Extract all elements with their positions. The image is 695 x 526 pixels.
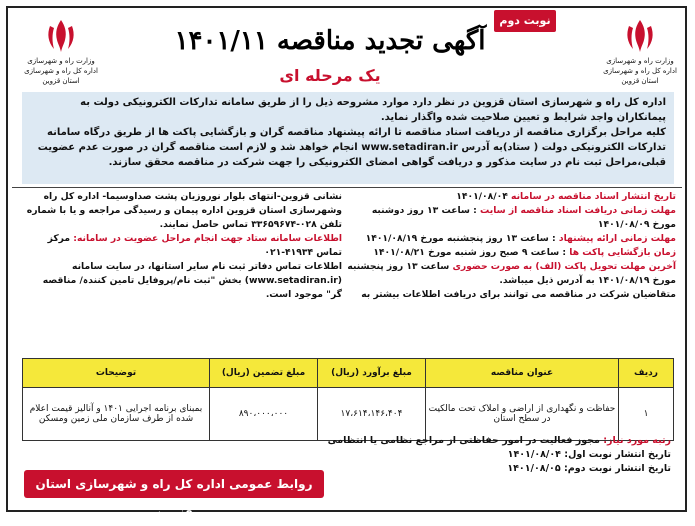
iran-emblem-icon bbox=[620, 16, 660, 56]
publish-label: تاریخ انتشار اسناد مناقصه در سامانه bbox=[511, 191, 676, 202]
submit-row bbox=[346, 232, 676, 246]
page-subtitle: یک مرحله ای bbox=[279, 66, 381, 85]
col-header-title: عنوان مناقصه bbox=[426, 359, 619, 388]
emblem-caption-1: وزارت راه و شهرسازی bbox=[27, 57, 95, 65]
emblem-right bbox=[595, 16, 685, 86]
opening-row bbox=[346, 246, 676, 260]
cell-row-no: ۱ bbox=[619, 388, 674, 441]
envelope-value: ساعت ۱۳ روز پنجشنبه مورخ ۱۴۰۱/۰۸/۱۹ به آدرس ذیل میباشد. bbox=[347, 261, 676, 286]
intro-box bbox=[22, 92, 674, 184]
submit-value: : ساعت ۱۳ روز پنجشنبه مورخ ۱۴۰۱/۰۸/۱۹ bbox=[365, 233, 556, 244]
download-row bbox=[346, 204, 676, 232]
emblem-left bbox=[16, 16, 106, 86]
intro-paragraph-2: کلیه مراحل برگزاری مناقصه از دریافت اسناد مناقصه تا ارائه پیشنهاد مناقصه گران و بازگشایی پاکت ها از طریق درگاه سامانه تدارکات الکترونیکی دولت ( ستاد)به آدرس www.setadiran.ir انجام خواهد شد و لازم است مناقصه گران در صورت عدم عضویت قبلی،مراحل ثبت نام در سایت مذکور و دریافت گواهی امضای الکترونیکی را جهت شرکت در مناقصه محقق سازند. bbox=[37, 127, 666, 168]
contact-column bbox=[24, 190, 342, 302]
rank-label: رتبه مورد نیاز: bbox=[603, 435, 671, 446]
page-title: آگهی تجدید مناقصه ۱۴۰۱/۱۱ bbox=[174, 26, 486, 56]
envelope-row bbox=[346, 260, 676, 288]
envelope-label: آخرین مهلت تحویل پاکت (الف) به صورت حضوری bbox=[452, 261, 676, 272]
cell-guarantee: ۸۹۰،۰۰۰،۰۰۰ bbox=[210, 388, 318, 441]
divider bbox=[12, 187, 682, 188]
footer-note bbox=[271, 434, 671, 476]
seta-center: مرکز تماس ۴۱۹۳۴-۰۲۱ bbox=[47, 233, 342, 258]
submit-label: مهلت زمانی ارائه پیشنهاد bbox=[558, 233, 676, 244]
iran-emblem-icon bbox=[41, 16, 81, 56]
seta-more: اطلاعات تماس دفاتر ثبت نام سایر استانها، در سایت سامانه (www.setadiran.ir) بخش "ثبت نام/پروفایل تامین کنندہ/ مناقصه گر" موجود است. bbox=[42, 261, 342, 300]
rank-row bbox=[271, 434, 671, 448]
col-header-row-no: ردیف bbox=[619, 359, 674, 388]
rank-value: مجوز فعالیت در امور حفاظتی از مراجع نظامی یا انتظامی bbox=[327, 435, 600, 446]
table-header-row bbox=[23, 359, 674, 388]
emblem-caption-1: وزارت راه و شهرسازی bbox=[606, 57, 674, 65]
opening-label: زمان بازگشایی پاکت ها bbox=[569, 247, 676, 258]
col-header-estimate: مبلغ برآورد (ریال) bbox=[318, 359, 426, 388]
intro-paragraph-1: اداره کل راه و شهرسازی استان قزوین در نظر دارد موارد مشروحه ذیل را از طریق سامانه تدارکات الکترونیکی دولت به پیمانکاران واجد شرایط و تعیین صلاحیت شده واگذار نماید. bbox=[80, 97, 666, 123]
publish-value: ۱۴۰۱/۰۸/۰۴ bbox=[456, 191, 508, 202]
second-publish-date: تاریخ انتشار نوبت دوم: ۱۴۰۱/۰۸/۰۵ bbox=[507, 463, 671, 474]
public-relations-banner: روابط عمومی اداره کل راه و شهرسازی استان قزوین bbox=[24, 470, 324, 498]
download-label: مهلت زمانی دریافت اسناد مناقصه از سایت bbox=[480, 205, 676, 216]
schedule-column bbox=[346, 190, 676, 302]
seta-row bbox=[24, 232, 342, 260]
download-value: : ساعت ۱۳ روز دوشنبه مورخ ۱۴۰۱/۰۸/۰۹ bbox=[371, 205, 676, 230]
emblem-caption-2: اداره کل راه و شهرسازی استان قزوین bbox=[603, 67, 677, 85]
cell-notes: بمبنای برنامه اجرایی ۱۴۰۱ و آنالیز قیمت اعلام شده از طرف سازمان ملی زمین ومسکن bbox=[23, 388, 210, 441]
col-header-notes: توضیحات bbox=[23, 359, 210, 388]
publish-row bbox=[346, 190, 676, 204]
seta-label: اطلاعات سامانه ستاد جهت انجام مراحل عضویت در سامانه: bbox=[73, 233, 342, 244]
contact-address: نشانی قزوین-انتهای بلوار نوروزیان پشت صداوسیما- اداره کل راه وشهرسازی استان قزوین اداره پیمان و رسیدگی مراجعه و یا با شماره تلفن ۰۲۸-۳۳۶۵۹۶۷۴ تماس حاصل نمایند. bbox=[26, 191, 342, 230]
col-header-guarantee: مبلغ تضمین (ریال) bbox=[210, 359, 318, 388]
cell-estimate: ۱۷،۶۱۴،۱۴۶،۴۰۴ bbox=[318, 388, 426, 441]
first-publish-date: تاریخ انتشار نوبت اول: ۱۴۰۱/۰۸/۰۴ bbox=[507, 449, 671, 460]
table-row bbox=[23, 388, 674, 441]
round-badge: نوبت دوم bbox=[494, 10, 556, 32]
emblem-caption-2: اداره کل راه و شهرسازی استان قزوین bbox=[24, 67, 98, 85]
info-note: متقاضیان شرکت در مناقصه می توانند برای دریافت اطلاعات بیشتر به bbox=[361, 289, 676, 300]
tender-table bbox=[22, 358, 674, 441]
opening-value: : ساعت ۹ صبح روز شنبه مورخ ۱۴۰۱/۰۸/۲۱ bbox=[373, 247, 567, 258]
cell-title: حفاظت و نگهداری از اراضی و املاک تحت مالکیت در سطح استان bbox=[426, 388, 619, 441]
